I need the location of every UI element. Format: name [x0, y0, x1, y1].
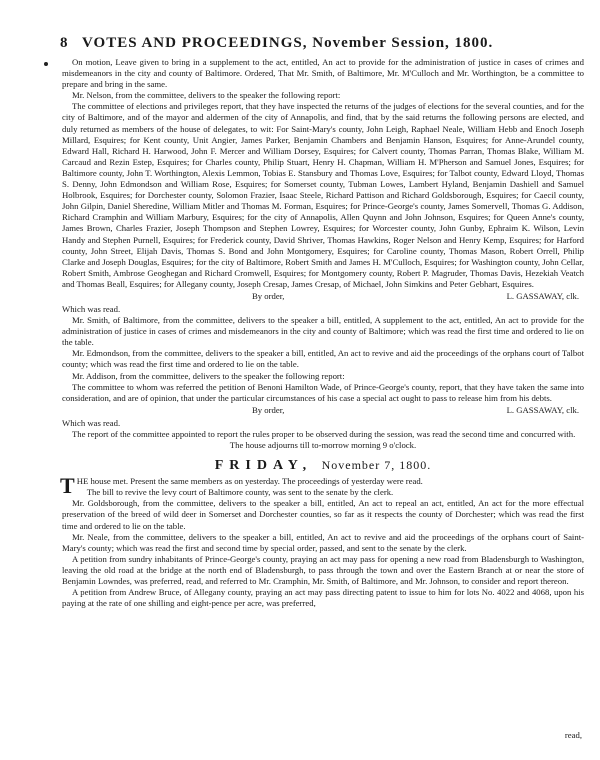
paragraph-text: HE house met. Present the same members as on yesterday. The proceedings of yesterday were read. — [76, 476, 423, 487]
paragraph: The report of the committee appointed to report the rules proper to be observed during the session, was read the second time and concurred with. — [72, 428, 576, 439]
page-title: VOTES AND PROCEEDINGS, November Session, 1800. — [82, 35, 494, 51]
day-date: November 7, 1800. — [321, 458, 432, 473]
day-heading — [62, 458, 584, 474]
paragraph: The committee of elections and privileges report, that they have inspected the returns of the judges of elections for the several counties, and for the city of Baltimore, and of the mayor and aldermen of the city of Annapolis, and find, that by the said returns the following persons are elected, and duly returned as members of the house of delegates, to wit: For Saint-Mary's county, John Leigh, Raphael Neale, William Hebb and Enoch Joseph Millard, Esquires; for Kent county, Unit Angier, James Parker, Benjamin Chambers and Benjamin Hanson, Esquires; for Anne-Arundel county, Edward Hall, Richard H. Harwood, John F. Mercer and William Dorsey, Esquires; for Calvert county, Thomas Parran, Thomas Blake, William M. Carcaud and Rezin Estep, Esquires; for Charles county, Philip Stuart, Henry H. Chapman, William H. M'Pherson and Samuel Jones, Esquires; for Baltimore county, John T. Worthington, Alexis Lemmon, Tobias E. Stansbury and Thomas Love, Esquires; for Talbot county, Edward Lloyd, Thomas S. Denny, John Edmondson and William Rose, Esquires; for Somerset county, Tubman Lowes, Lambert Hyland, Benjamin Dashiell and Samuel Holbrook, Esquires; for Dorchester county, Solomon Frazier, Isaac Steele, Richard Pattison and Richard Goldsborough, Esquires; for Caecil county, John Gilpin, Daniel Sheredine, William Mitler and Thomas M. Forman, Esquires; for Prince-George's county, James Somervell, Thomas G. Addison, Richard Cramphin and William Marbury, Esquires; for the city of Annapolis, Allen Quynn and John Johnson, Esquires; for Queen Anne's county, James Brown, Charles Frazier, Joseph Thompson and Stephen Lowrey, Esquires; for Worcester county, John Gunby, Ephraim K. Wilson, Levin Handy and Stephen Purnell, Esquires; for Frederick county, David Shriver, Thomas Hawkins, Roger Nelson and Henry Kemp, Esquires; for Harford county, John Street, Elijah Davis, Thomas S. Bond and John Montgomery, Esquires; for Caroline county, Thomas Mason, Robert Orrell, Philip Clarke and Joseph Douglas, Esquires; for the city of Baltimore, Robert Smith and James H. M'Culloch, Esquires; for Washington county, John Cellar, Robert Smith, Ambrose Geoghegan and Richard Cromwell, Esquires; for Montgomery county, Robert P. Magruder, Thomas Davis, Hezekiah Veatch and Thomas Beall, Esquires; for Allegany county, Joseph Cresap, James Cresap, of Michael, John Simkins and Peter Gebhart, Esquires. — [62, 101, 584, 289]
paragraph: Mr. Smith, of Baltimore, from the committee, delivers to the speaker a bill, entitled, A supplement to the act, entitled, An act to provide for the administration of justice in cases of crimes and misdemeanors in the city and county of Baltimore; which was read the first time and ordered to lie on the table. — [62, 315, 584, 348]
clerk-signature: L. GASSAWAY, clk. — [506, 290, 579, 301]
by-order-label: By order, — [252, 290, 285, 301]
paragraph: Mr. Addison, from the committee, delivers to the speaker the following report: — [72, 370, 345, 381]
paragraph: A petition from sundry inhabitants of Prince-George's county, praying an act may pass for opening a new road from Bladensburgh to Washington, leaving the old road at the bridge at the north end of Bladensburgh, to pass through the town and over the Eastern Branch at or near the store of Benjamin Lowndes, was preferred, read, and referred to Mr. Cramphin, Mr. Smith, of Baltimore, and Mr. Johnson, to consider and report thereon. — [62, 553, 584, 587]
adjournment-line: The house adjourns till to-morrow morning 9 o'clock. — [229, 440, 417, 450]
paragraph: The committee to whom was referred the petition of Benoni Hamilton Wade, of Prince-George's county, report, that they have taken the same into consideration, and are of opinion, that under the particular circumstances of his case a special act ought to pass to release him from his debts. — [62, 381, 584, 403]
paragraph: Mr. Edmondson, from the committee, delivers to the speaker a bill, entitled, An act to revive and aid the proceedings of the orphans court of Talbot county; which was read the first time and ordered to lie on the table. — [62, 348, 584, 370]
page-number: 8 — [60, 35, 69, 51]
signature-line — [62, 405, 584, 417]
ink-spot — [44, 62, 48, 66]
paragraph: A petition from Andrew Bruce, of Allegany county, praying an act may pass directing patent to issue to him for lots No. 4022 and 4068, upon his paying at the rate of one shilling and eight-pence per acre, was preferred, — [62, 587, 584, 609]
drop-capital: T — [60, 473, 75, 499]
clerk-signature: L. GASSAWAY, clk. — [506, 404, 579, 415]
page-header — [52, 35, 552, 53]
signature-line — [62, 291, 584, 303]
paragraph: On motion, Leave given to bring in a supplement to the act, entitled, An act to provide for the administration of justice in cases of crimes and misdemeanors in the city and county of Baltimore. Ordered, That Mr. Smith, of Baltimore, Mr. M'Culloch and Mr. Worthington, be a committee to prepare and bring in the same. — [62, 57, 584, 90]
paragraph: Which was read. — [62, 303, 121, 314]
body-text — [62, 57, 584, 609]
catchword: read, — [564, 730, 582, 740]
by-order-label: By order, — [252, 404, 285, 415]
paragraph: Mr. Neale, from the committee, delivers to the speaker a bill, entitled, An act to revive and aid the proceedings of the orphans court of Saint-Mary's county; which was read the first and second time by special order, passed, and sent to the senate by the clerk. — [62, 531, 584, 553]
paragraph: Which was read. — [62, 417, 121, 428]
day-name: FRIDAY, — [214, 458, 313, 474]
paragraph: Mr. Goldsborough, from the committee, delivers to the speaker a bill, entitled, An act to repeal an act, entitled, An act for the more effectual preservation of the breed of wild deer in Somerset and Dorchester counties, so far as it respects the county of Dorchester; which was read the first time and ordered to lie on the table. — [62, 498, 584, 531]
paragraph: Mr. Nelson, from the committee, delivers to the speaker the following report: — [72, 90, 341, 101]
paragraph: The bill to revive the levy court of Baltimore county, was sent to the senate by the clerk. — [86, 487, 394, 498]
